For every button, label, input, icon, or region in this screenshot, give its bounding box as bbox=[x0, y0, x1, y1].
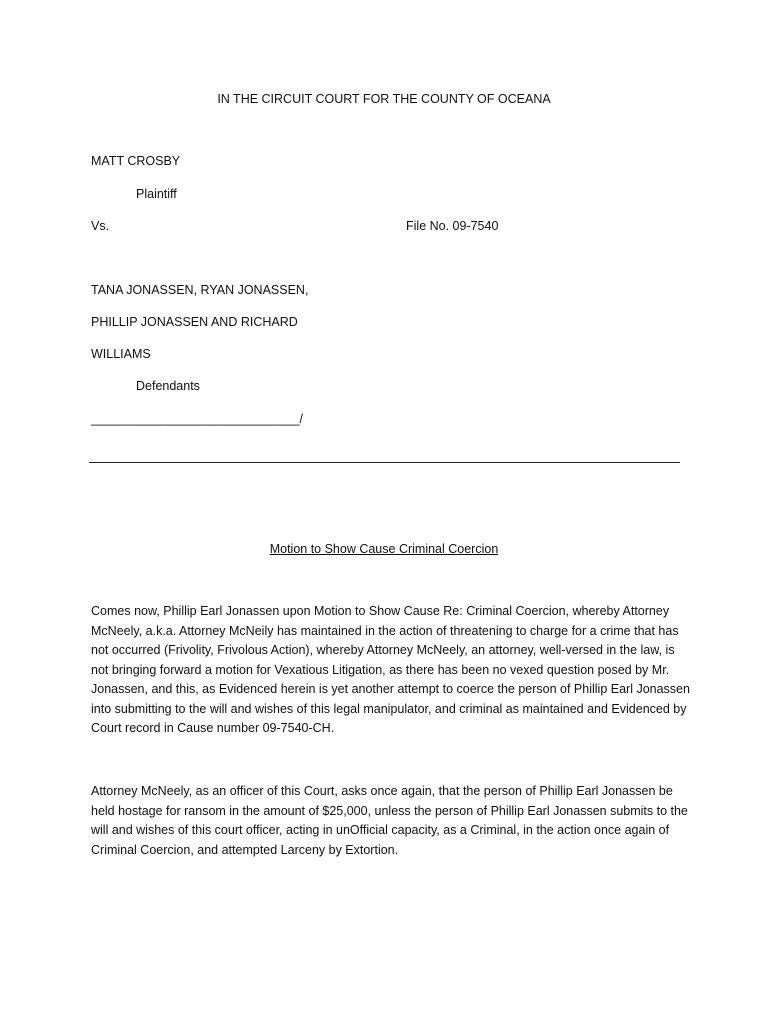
defendants-line-2: PHILLIP JONASSEN AND RICHARD bbox=[91, 315, 298, 329]
motion-title: Motion to Show Cause Criminal Coercion bbox=[269, 542, 499, 556]
body-paragraph-2: Attorney McNeely, as an officer of this Court, asks once again, that the person of Phillip Earl Jonassen be held hostage for ransom in the amount of $25,000, unless the person of Phillip Earl Jonassen submits to the will and wishes of this court officer, acting in unOfficial capacity, as a Criminal, in the action once again of Criminal Coercion, and attempted Larceny by Extortion. bbox=[91, 784, 688, 857]
versus-label: Vs. bbox=[91, 219, 110, 233]
file-number: File No. 09-7540 bbox=[406, 219, 499, 233]
defendants-role-label: Defendants bbox=[136, 379, 200, 393]
defendants-line-3: WILLIAMS bbox=[91, 347, 151, 361]
defendants-line-1: TANA JONASSEN, RYAN JONASSEN, bbox=[91, 283, 309, 297]
signature-line: ______________________________/ bbox=[91, 412, 304, 426]
court-title: IN THE CIRCUIT COURT FOR THE COUNTY OF OCEANA bbox=[217, 92, 551, 106]
body-paragraph-1: Comes now, Phillip Earl Jonassen upon Motion to Show Cause Re: Criminal Coercion, whereby Attorney McNeely, a.k.a. Attorney McNeily has maintained in the action of threatening to charge for a crime that has not occurred (Frivolity, Frivolous Action), whereby Attorney McNeely, an attorney, well-versed in the law, is not bringing forward a motion for Vexatious Litigation, as there has been no vexed question posed by Mr. Jonassen, and this, as Evidenced herein is yet another attempt to coerce the person of Phillip Earl Jonassen into submitting to the will and wishes of this legal manipulator, and criminal as maintained and Evidenced by Court record in Cause number 09-7540-CH. bbox=[91, 604, 690, 735]
section-divider bbox=[89, 462, 680, 463]
plaintiff-name: MATT CROSBY bbox=[91, 154, 181, 168]
plaintiff-role-label: Plaintiff bbox=[136, 187, 177, 201]
